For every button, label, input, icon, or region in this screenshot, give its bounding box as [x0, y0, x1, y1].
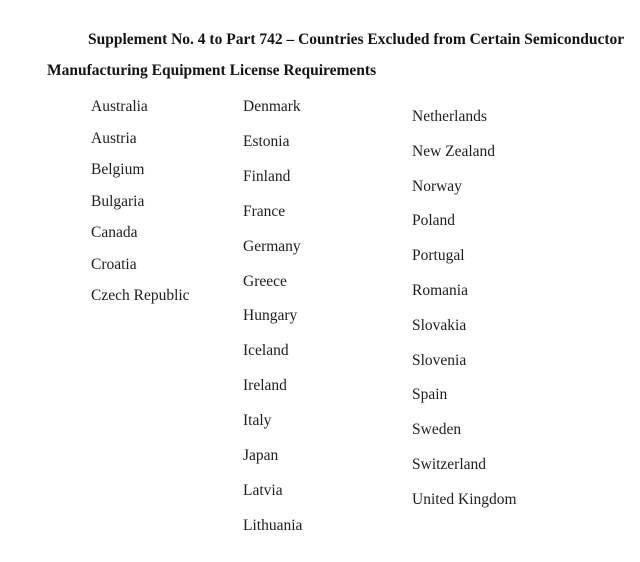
country-item: Germany	[243, 237, 301, 255]
country-item: Ireland	[243, 377, 287, 395]
country-item: Czech Republic	[91, 287, 190, 304]
country-item: Japan	[243, 447, 279, 465]
document-title-line-2: Manufacturing Equipment License Requirements	[47, 62, 377, 79]
country-item: Croatia	[91, 255, 137, 273]
country-column-2	[243, 90, 302, 544]
country-item: Latvia	[243, 481, 283, 499]
country-item: Belgium	[91, 161, 145, 178]
country-item: Denmark	[243, 98, 301, 115]
country-item: Australia	[91, 98, 148, 115]
country-column-1	[91, 91, 190, 312]
country-item: New Zealand	[412, 142, 496, 160]
document-title-line-1: Supplement No. 4 to Part 742 – Countries Excluded from Certain Semiconductor	[88, 31, 625, 48]
country-item: Portugal	[412, 247, 465, 265]
country-item: Slovakia	[412, 316, 467, 334]
country-item: Hungary	[243, 307, 298, 325]
country-item: Spain	[412, 386, 448, 404]
country-item: Slovenia	[412, 351, 467, 369]
country-item: France	[243, 202, 286, 220]
country-item: Estonia	[243, 132, 290, 150]
country-item: United Kingdom	[412, 490, 517, 508]
country-item: Lithuania	[243, 516, 303, 534]
country-item: Austria	[91, 129, 137, 147]
country-item: Sweden	[412, 421, 462, 439]
country-item: Romania	[412, 281, 468, 299]
country-item: Italy	[243, 412, 272, 430]
country-item: Iceland	[243, 342, 289, 360]
country-item: Poland	[412, 212, 456, 230]
country-item: Finland	[243, 167, 291, 185]
country-column-3	[412, 100, 517, 518]
country-item: Netherlands	[412, 108, 487, 125]
country-item: Switzerland	[412, 455, 487, 473]
country-item: Norway	[412, 177, 462, 195]
country-item: Canada	[91, 224, 138, 241]
country-item: Greece	[243, 272, 287, 290]
country-item: Bulgaria	[91, 192, 145, 210]
